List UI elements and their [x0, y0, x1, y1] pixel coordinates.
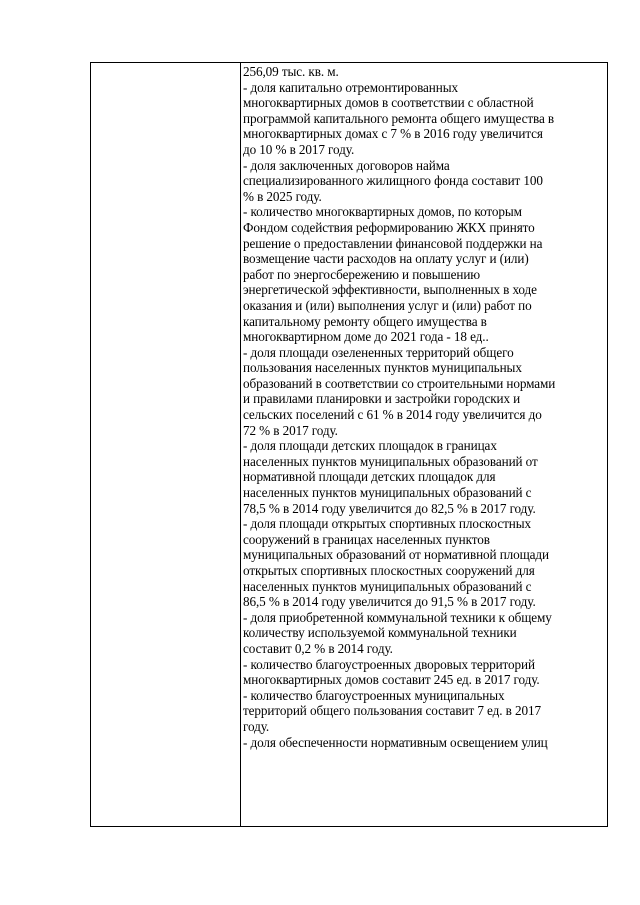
- text-line: капитальному ремонту общего имущества в: [243, 313, 487, 329]
- text-line: 78,5 % в 2014 году увеличится до 82,5 % в 2017 году.: [243, 500, 536, 516]
- text-line: многоквартирном доме до 2021 года - 18 ед..: [243, 329, 489, 345]
- text-line: многоквартирных домов составит 245 ед. в 2017 году.: [243, 672, 540, 688]
- text-line: открытых спортивных плоскостных сооружений для: [243, 563, 535, 578]
- text-line: решение о предоставлении финансовой поддержки на: [243, 235, 543, 251]
- text-line: году.: [243, 718, 270, 734]
- text-line: до 10 % в 2017 году.: [243, 141, 355, 157]
- text-line: образований в соответствии со строительными нормами: [243, 375, 556, 391]
- text-line: пользования населенных пунктов муниципальных: [243, 360, 522, 376]
- text-line: муниципальных образований от нормативной площади: [243, 547, 550, 563]
- text-line: населенных пунктов муниципальных образований от: [243, 453, 538, 469]
- text-line: 72 % в 2017 году.: [243, 422, 338, 438]
- table-right-cell: [243, 64, 605, 825]
- text-line: возмещение части расходов на оплату услуг и (или): [243, 251, 529, 267]
- text-line: - доля обеспеченности нормативным освещением улиц: [243, 734, 548, 750]
- text-line: Фондом содействия реформированию ЖКХ принято: [243, 219, 535, 235]
- content-table: [90, 62, 608, 827]
- text-line: населенных пунктов муниципальных образований с: [243, 578, 532, 594]
- text-line: количеству используемой коммунальной техники: [243, 625, 517, 641]
- text-line: сооружений в границах населенных пунктов: [243, 531, 490, 547]
- text-line: - количество благоустроенных дворовых территорий: [243, 656, 535, 672]
- text-line: - доля площади озелененных территорий общего: [243, 344, 514, 360]
- text-line: и правилами планировки и застройки городских и: [243, 391, 521, 407]
- text-line: многоквартирных домах с 7 % в 2016 году увеличится: [243, 126, 543, 142]
- text-line: - доля приобретенной коммунальной техники к общему: [243, 609, 552, 625]
- text-line: населенных пунктов муниципальных образований с: [243, 485, 532, 501]
- text-line: территорий общего пользования составит 7 ед. в 2017: [243, 703, 541, 719]
- text-line: 256,09 тыс. кв. м.: [243, 64, 339, 79]
- text-line: - доля капитально отремонтированных: [243, 79, 458, 95]
- text-line: энергетической эффективности, выполненных в ходе: [243, 282, 537, 298]
- text-line: нормативной площади детских площадок для: [243, 469, 496, 485]
- text-line: составит 0,2 % в 2014 году.: [243, 640, 393, 656]
- text-line: многоквартирных домов в соответствии с областной: [243, 95, 534, 111]
- table-left-cell: [91, 63, 240, 826]
- text-line: программой капитального ремонта общего имущества в: [243, 110, 555, 126]
- text-line: сельских поселений с 61 % в 2014 году увеличится до: [243, 407, 542, 423]
- text-line: оказания и (или) выполнения услуг и (или) работ по: [243, 297, 532, 313]
- text-line: - доля заключенных договоров найма: [243, 157, 450, 173]
- text-line: - количество многоквартирных домов, по которым: [243, 204, 522, 220]
- text-line: 86,5 % в 2014 году увеличится до 91,5 % в 2017 году.: [243, 594, 536, 610]
- text-line: - доля площади открытых спортивных плоскостных: [243, 516, 532, 532]
- column-divider: [240, 63, 241, 826]
- text-line: специализированного жилищного фонда составит 100: [243, 173, 543, 189]
- text-line: % в 2025 году.: [243, 188, 322, 204]
- text-line: - количество благоустроенных муниципальных: [243, 687, 505, 703]
- text-line: работ по энергосбережению и повышению: [243, 266, 481, 282]
- text-line: - доля площади детских площадок в границах: [243, 438, 497, 454]
